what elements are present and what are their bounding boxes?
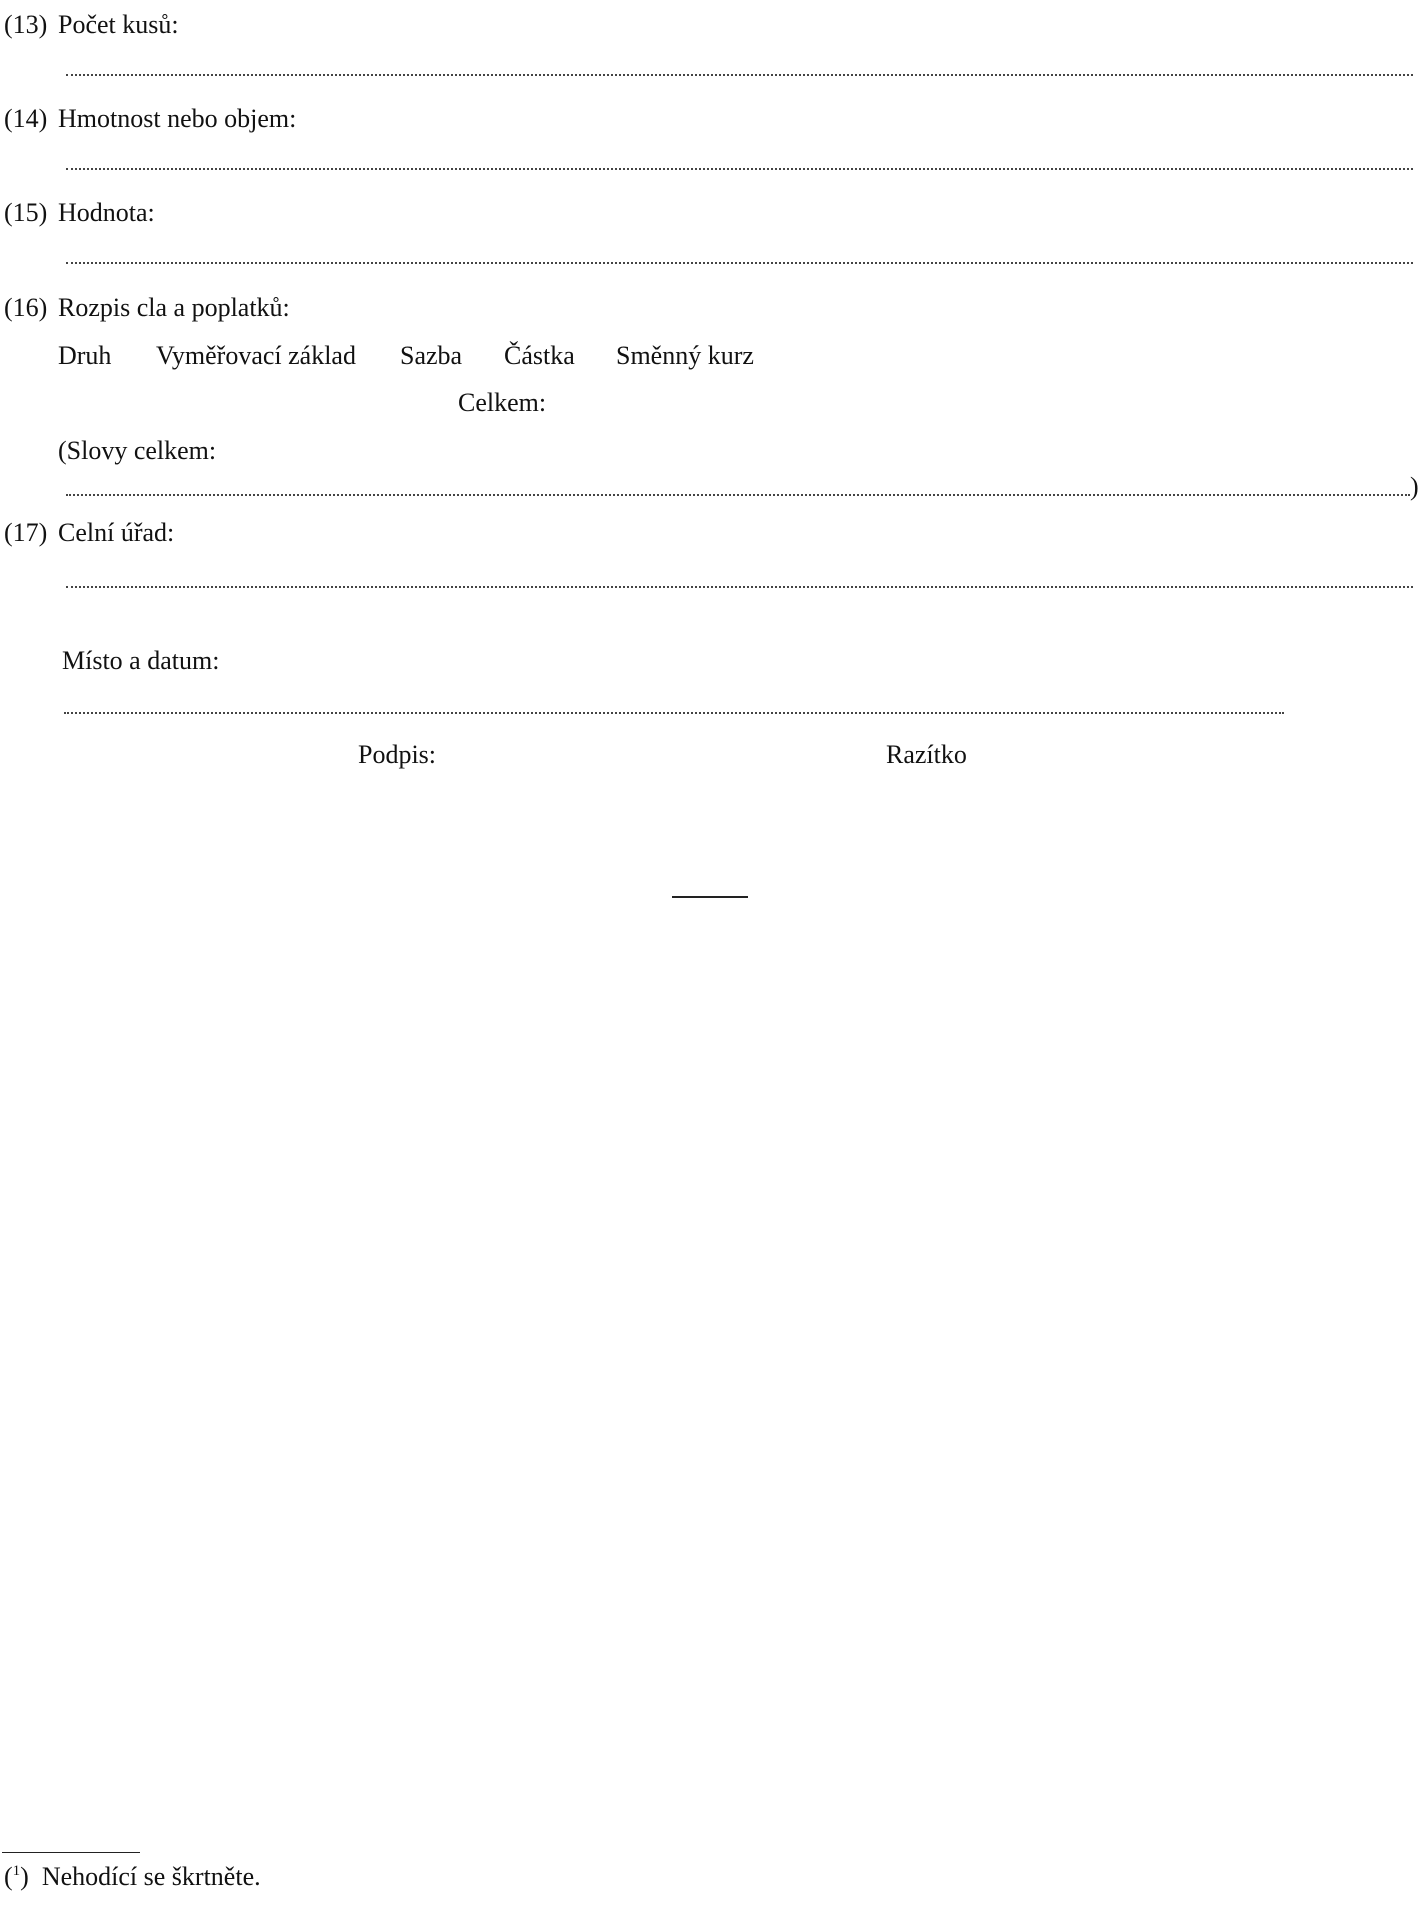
duty-total-in-words-label: (Slovy celkem: [58, 436, 217, 465]
field-17-label: Celní úřad: [58, 518, 175, 547]
footnote-open-paren: ( [4, 1862, 13, 1891]
field-17-number: (17) [4, 518, 48, 547]
field-15-label: Hodnota: [58, 198, 155, 227]
duty-column-amount: Částka [504, 341, 575, 370]
signature-label: Podpis: [358, 740, 437, 769]
field-14-label: Hmotnost nebo objem: [58, 104, 297, 133]
duty-column-rate: Sazba [400, 341, 463, 370]
duty-column-base: Vyměřovací základ [156, 341, 356, 370]
field-16-label: Rozpis cla a poplatků: [58, 293, 290, 322]
duty-total-in-words-close: ) [1410, 472, 1419, 501]
stamp-label: Razítko [886, 740, 967, 769]
field-13-number: (13) [4, 10, 48, 39]
place-and-date-label: Místo a datum: [62, 646, 220, 675]
field-14-number: (14) [4, 104, 48, 133]
duty-column-exchange-rate: Směnný kurz [616, 341, 754, 370]
duty-column-type: Druh [58, 341, 112, 370]
footnote-rule [2, 1852, 140, 1853]
field-15-number: (15) [4, 198, 48, 227]
field-13-input-line[interactable] [66, 74, 1413, 76]
footnote [4, 1864, 261, 1890]
duty-total-in-words-line[interactable] [66, 494, 1410, 496]
end-separator [672, 896, 748, 898]
field-16-number: (16) [4, 293, 48, 322]
field-14-input-line[interactable] [66, 168, 1413, 170]
footnote-marker: 1 [12, 1863, 21, 1879]
footnote-text: Nehodící se škrtněte. [41, 1862, 261, 1891]
field-15-input-line[interactable] [66, 262, 1413, 264]
place-and-date-line[interactable] [64, 712, 1284, 714]
field-17-input-line[interactable] [66, 586, 1413, 588]
field-13-label: Počet kusů: [58, 10, 179, 39]
footnote-close-paren: ) [20, 1862, 29, 1891]
duty-total-label: Celkem: [458, 388, 547, 417]
